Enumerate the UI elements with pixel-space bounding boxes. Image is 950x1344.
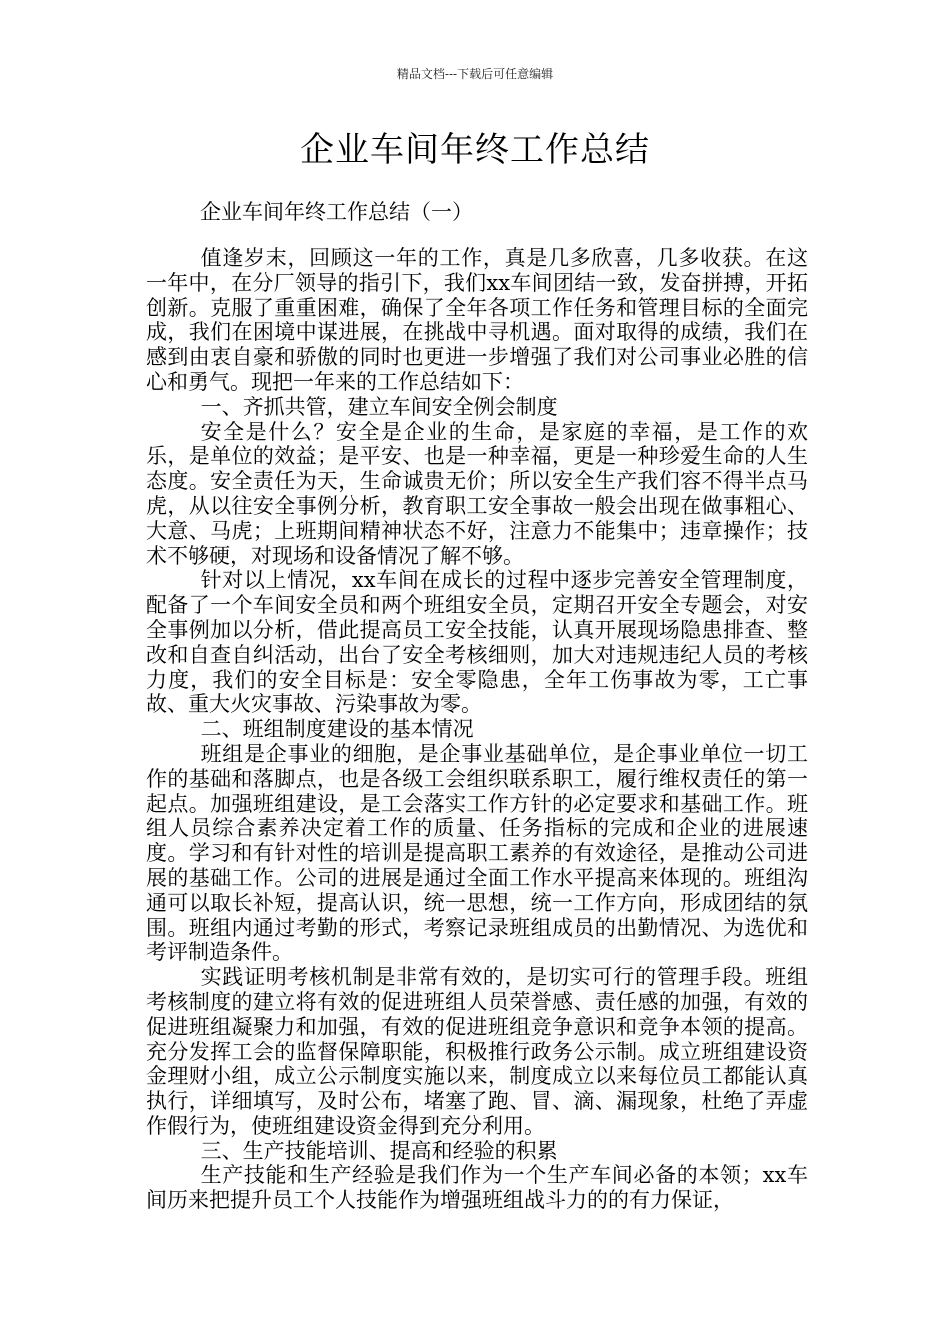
paragraph-team-building: 班组是企事业的细胞，是企事业基础单位，是企事业单位一切工作的基础和落脚点，也是各级工会组织联系职工，履行维权责任的第一起点。加强班组建设，是工会落实工作方针的必定要求和基础工作。班组人员综合素养决定着工作的质量、任务指标的完成和企业的进展速度。学习和有针对性的培训是提高职工素养的有效途径，是推动公司进展的基础工作。公司的进展是通过全面工作水平提高来体现的。班组沟通可以取长补短，提高认识，统一思想，统一工作方向，形成团结的氛围。班组内通过考勤的形式，考察记录班组成员的出勤情况、为选优和考评制造条件。 [146, 741, 808, 965]
document-subtitle: 企业车间年终工作总结（一） [200, 200, 473, 224]
section-heading-3: 三、生产技能培训、提高和经验的积累 [200, 1138, 558, 1163]
page-header-note: 精品文档---下载后可任意编辑 [396, 67, 554, 81]
document-title: 企业车间年终工作总结 [300, 130, 650, 170]
paragraph-safety-measures: 针对以上情况，xx车间在成长的过程中逐步完善安全管理制度，配备了一个车间安全员和两个班组安全员，定期召开安全专题会，对安全事例加以分析，借此提高员工安全技能，认真开展现场隐患排查、整改和自查自纠活动，出台了安全考核细则，加大对违规违纪人员的考核力度，我们的安全目标是：安全零隐患，全年工伤事故为零，工亡事故、重大火灾事故、污染事故为零。 [146, 568, 808, 717]
section-heading-2: 二、班组制度建设的基本情况 [200, 717, 474, 742]
paragraph-assessment: 实践证明考核机制是非常有效的，是切实可行的管理手段。班组考核制度的建立将有效的促进班组人员荣誉感、责任感的加强，有效的促进班组凝聚力和加强，有效的促进班组竞争意识和竞争本领的提高。充分发挥工会的监督保障职能，积极推行政务公示制。成立班组建设资金理财小组，成立公示制度实施以来，制度成立以来每位员工都能认真执行，详细填写，及时公布，堵塞了跑、冒、滴、漏现象，杜绝了弄虚作假行为，使班组建设资金得到充分利用。 [146, 965, 808, 1138]
paragraph-intro: 值逢岁末，回顾这一年的工作，真是几多欣喜，几多收获。在这一年中，在分厂领导的指引下，我们xx车间团结一致，发奋拼搏，开拓创新。克服了重重困难，确保了全年各项工作任务和管理目标的全面完成，我们在困境中谋进展，在挑战中寻机遇。面对取得的成绩，我们在感到由衷自豪和骄傲的同时也更进一步增强了我们对公司事业必胜的信心和勇气。现把一年来的工作总结如下： [146, 246, 808, 394]
document-body [146, 246, 808, 1213]
paragraph-skills: 生产技能和生产经验是我们作为一个生产车间必备的本领；xx车间历来把提升员工个人技能作为增强班组战斗力的的有力保证， [146, 1163, 808, 1213]
section-heading-1: 一、齐抓共管，建立车间安全例会制度 [200, 394, 558, 419]
paragraph-safety: 安全是什么？安全是企业的生命，是家庭的幸福，是工作的欢乐，是单位的效益；是平安、也是一种幸福，更是一种珍爱生命的人生态度。安全责任为天，生命诚贵无价；所以安全生产我们容不得半点马虎，从以往安全事例分析，教育职工安全事故一般会出现在做事粗心、大意、马虎；上班期间精神状态不好，注意力不能集中；违章操作；技术不够硬，对现场和设备情况了解不够。 [146, 419, 808, 568]
